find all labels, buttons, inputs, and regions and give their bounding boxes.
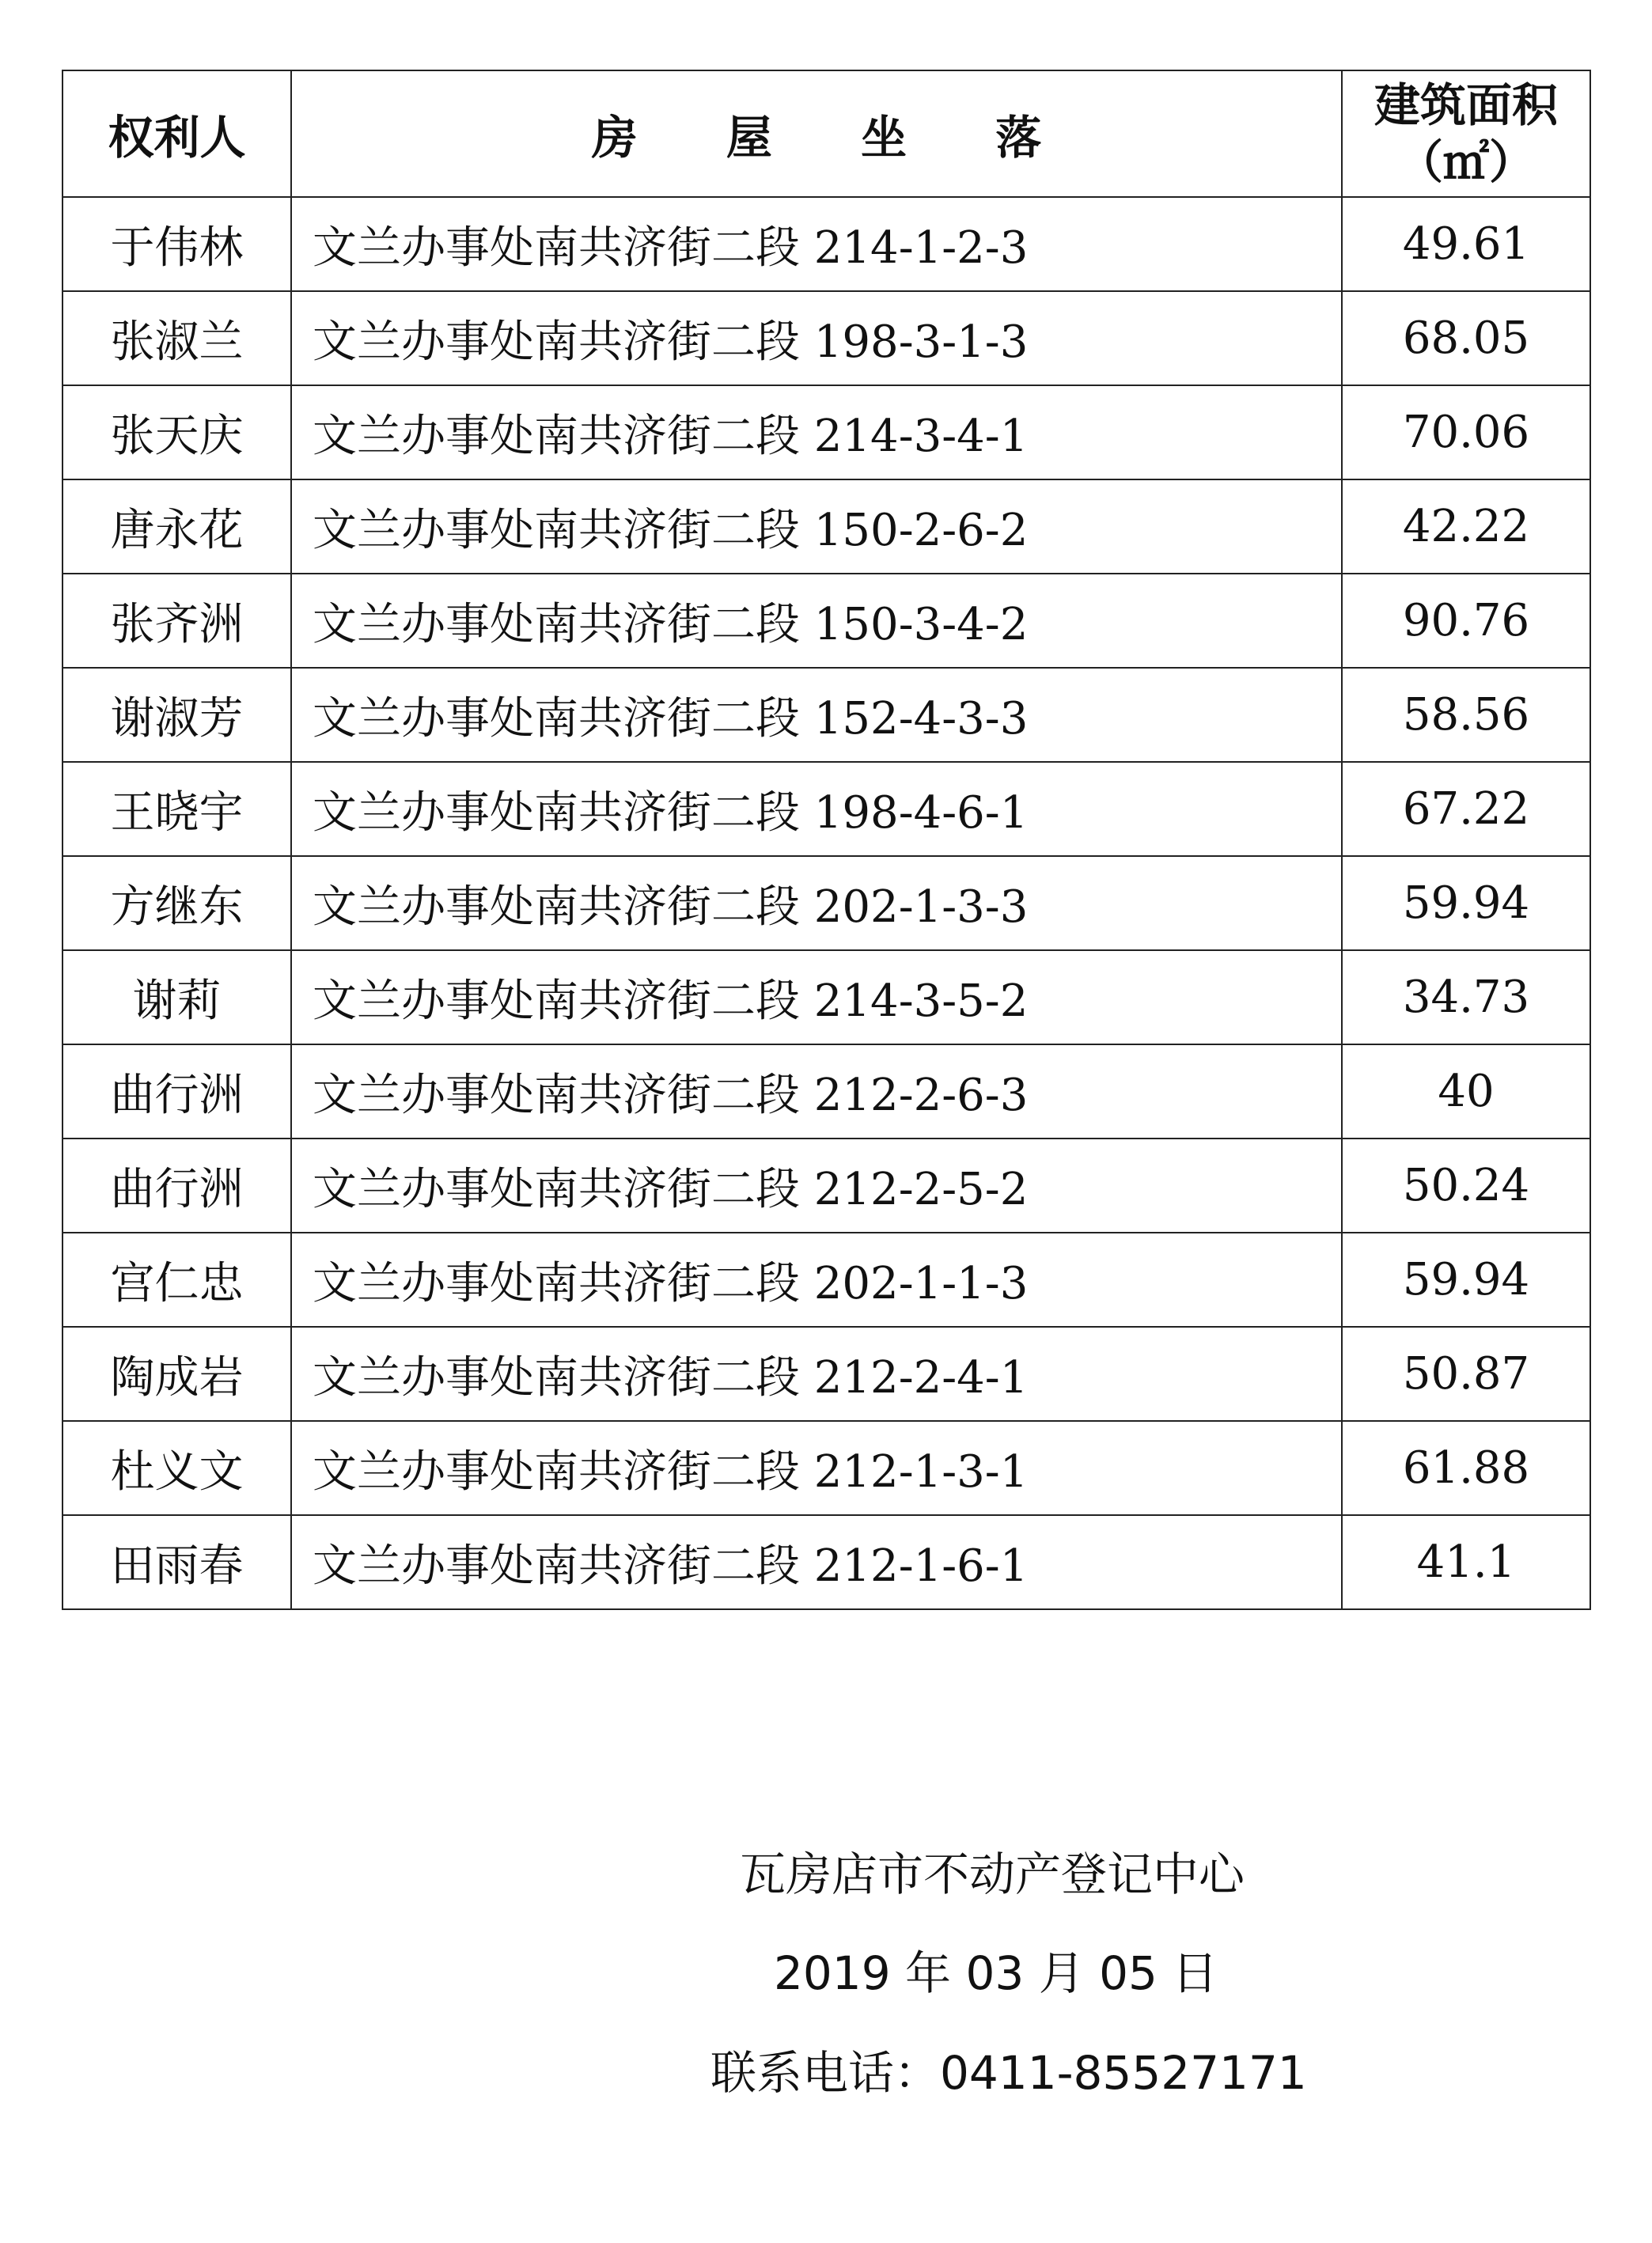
table-row: [63, 574, 1590, 668]
address-cell: 文兰办事处南共济街二段 214-3-4-1: [291, 385, 1342, 479]
address-column-header: [291, 70, 1342, 197]
area-cell: 40: [1342, 1044, 1590, 1139]
address-cell: 文兰办事处南共济街二段 214-1-2-3: [291, 197, 1342, 291]
area-header-line2: （㎡）: [1396, 135, 1535, 189]
owner-cell: 王晓宇: [63, 762, 291, 856]
table-row: [63, 479, 1590, 574]
address-cell: 文兰办事处南共济街二段 202-1-1-3: [291, 1233, 1342, 1327]
table-row: [63, 1139, 1590, 1233]
area-cell: 58.56: [1342, 668, 1590, 762]
address-cell: 文兰办事处南共济街二段 150-2-6-2: [291, 479, 1342, 574]
address-cell: 文兰办事处南共济街二段 202-1-3-3: [291, 856, 1342, 950]
address-cell: 文兰办事处南共济街二段 150-3-4-2: [291, 574, 1342, 668]
owner-cell: 张齐洲: [63, 574, 291, 668]
area-cell: 50.24: [1342, 1139, 1590, 1233]
table-row: [63, 1327, 1590, 1421]
table-row: [63, 950, 1590, 1044]
area-cell: 41.1: [1342, 1515, 1590, 1609]
area-cell: 59.94: [1342, 856, 1590, 950]
table-row: [63, 1233, 1590, 1327]
property-table-container: [62, 70, 1589, 1610]
table-row: [63, 762, 1590, 856]
contact-phone: 联系电话：0411-85527171: [710, 2046, 1307, 2100]
address-cell: 文兰办事处南共济街二段 198-4-6-1: [291, 762, 1342, 856]
area-cell: 90.76: [1342, 574, 1590, 668]
owner-cell: 方继东: [63, 856, 291, 950]
table-row: [63, 856, 1590, 950]
area-cell: 68.05: [1342, 291, 1590, 385]
address-cell: 文兰办事处南共济街二段 212-2-4-1: [291, 1327, 1342, 1421]
table-row: [63, 1044, 1590, 1139]
table-row: [63, 291, 1590, 385]
table-row: [63, 668, 1590, 762]
property-registry-table: [62, 70, 1591, 1610]
address-cell: 文兰办事处南共济街二段 212-2-5-2: [291, 1139, 1342, 1233]
table-row: [63, 197, 1590, 291]
issue-date: 2019 年 03 月 05 日: [774, 1946, 1218, 2000]
owner-cell: 曲行洲: [63, 1044, 291, 1139]
owner-cell: 曲行洲: [63, 1139, 291, 1233]
table-header-row: [63, 70, 1590, 197]
owner-cell: 陶成岩: [63, 1327, 291, 1421]
owner-cell: 谢莉: [63, 950, 291, 1044]
owner-cell: 杜义文: [63, 1421, 291, 1515]
owner-cell: 张淑兰: [63, 291, 291, 385]
address-cell: 文兰办事处南共济街二段 198-3-1-3: [291, 291, 1342, 385]
owner-cell: 田雨春: [63, 1515, 291, 1609]
address-cell: 文兰办事处南共济街二段 212-2-6-3: [291, 1044, 1342, 1139]
address-cell: 文兰办事处南共济街二段 212-1-6-1: [291, 1515, 1342, 1609]
table-row: [63, 1421, 1590, 1515]
owner-cell: 张天庆: [63, 385, 291, 479]
owner-cell: 唐永花: [63, 479, 291, 574]
table-row: [63, 385, 1590, 479]
area-cell: 70.06: [1342, 385, 1590, 479]
table-row: [63, 1515, 1590, 1609]
area-cell: 50.87: [1342, 1327, 1590, 1421]
address-header-label: 房 屋 坐 落: [591, 111, 1078, 165]
table-body: [63, 197, 1590, 1609]
area-cell: 49.61: [1342, 197, 1590, 291]
area-cell: 59.94: [1342, 1233, 1590, 1327]
owner-cell: 宫仁忠: [63, 1233, 291, 1327]
address-cell: 文兰办事处南共济街二段 152-4-3-3: [291, 668, 1342, 762]
owner-cell: 谢淑芳: [63, 668, 291, 762]
area-cell: 34.73: [1342, 950, 1590, 1044]
owner-column-header: 权利人: [63, 70, 291, 197]
issuing-organization: 瓦房店市不动产登记中心: [740, 1847, 1245, 1901]
area-cell: 67.22: [1342, 762, 1590, 856]
address-cell: 文兰办事处南共济街二段 214-3-5-2: [291, 950, 1342, 1044]
area-cell: 61.88: [1342, 1421, 1590, 1515]
owner-cell: 于伟林: [63, 197, 291, 291]
area-column-header: [1342, 70, 1590, 197]
area-cell: 42.22: [1342, 479, 1590, 574]
address-cell: 文兰办事处南共济街二段 212-1-3-1: [291, 1421, 1342, 1515]
area-header-line1: 建筑面积: [1374, 78, 1558, 132]
